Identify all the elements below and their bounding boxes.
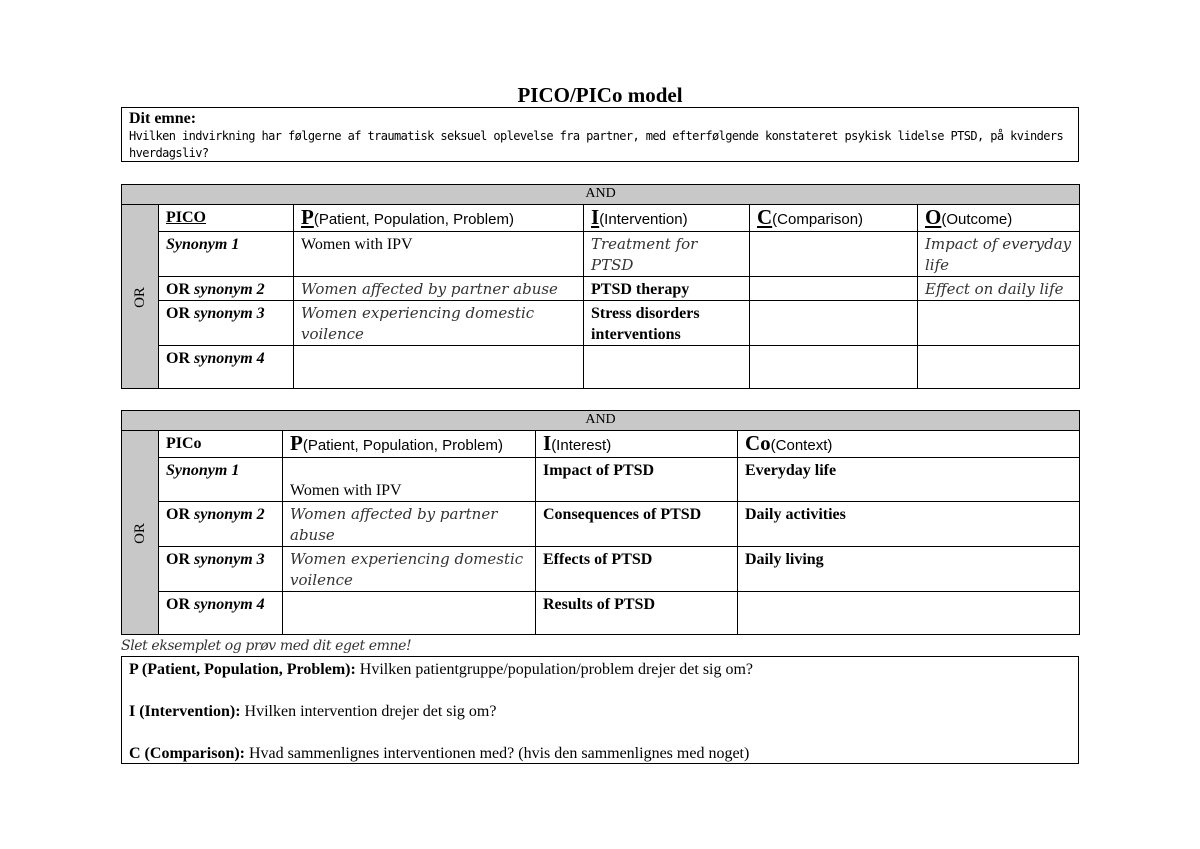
row-label: OR synonym 4 [159, 346, 294, 389]
pico2-header-label: PICo [159, 431, 283, 458]
cell-i: Stress disorders interventions [584, 301, 750, 346]
row-label: OR synonym 2 [159, 277, 294, 301]
table-row [122, 502, 1080, 547]
cell-i: Consequences of PTSD [536, 502, 738, 547]
header-i: I(Interest) [536, 431, 738, 458]
document-page [121, 80, 1079, 764]
cell-co: Daily activities [738, 502, 1080, 547]
row-label: OR synonym 3 [159, 547, 283, 592]
cell-c [750, 277, 918, 301]
cell-i: PTSD therapy [584, 277, 750, 301]
cell-p: Women with IPV [283, 458, 536, 502]
cell-c [750, 301, 918, 346]
cell-co: Everyday life [738, 458, 1080, 502]
cell-i: Impact of PTSD [536, 458, 738, 502]
cell-i: Treatment for PTSD [584, 232, 750, 277]
or-side-label: OR [122, 431, 159, 635]
cell-c [750, 346, 918, 389]
cell-p: Women experiencing domestic voilence [283, 547, 536, 592]
cell-p: Women experiencing domestic voilence [294, 301, 584, 346]
row-label: OR synonym 2 [159, 502, 283, 547]
table-row [122, 346, 1080, 389]
instruction-note: Slet eksemplet og prøv med dit eget emne! [121, 638, 412, 654]
cell-o [918, 346, 1080, 389]
header-p: P(Patient, Population, Problem) [294, 205, 584, 232]
header-c: C(Comparison) [750, 205, 918, 232]
cell-p: Women affected by partner abuse [283, 502, 536, 547]
header-co: Co(Context) [738, 431, 1080, 458]
cell-o [918, 301, 1080, 346]
topic-label: Dit emne: [129, 110, 197, 127]
cell-co [738, 592, 1080, 635]
cell-p: Women affected by partner abuse [294, 277, 584, 301]
table-row [122, 277, 1080, 301]
topic-box [121, 107, 1079, 162]
and-header: AND [122, 185, 1080, 205]
page-title: PICO/PICo model [517, 83, 683, 107]
definition-i: I (Intervention): Hvilken intervention drejer det sig om? [129, 703, 497, 720]
header-i: I(Intervention) [584, 205, 750, 232]
row-label: Synonym 1 [159, 458, 283, 502]
cell-o: Impact of everyday life [918, 232, 1080, 277]
header-p: P(Patient, Population, Problem) [283, 431, 536, 458]
cell-i: Effects of PTSD [536, 547, 738, 592]
cell-p: Women with IPV [294, 232, 584, 277]
table-row [122, 547, 1080, 592]
table-row [122, 458, 1080, 502]
header-o: O(Outcome) [918, 205, 1080, 232]
row-label: OR synonym 4 [159, 592, 283, 635]
cell-i [584, 346, 750, 389]
cell-i: Results of PTSD [536, 592, 738, 635]
pico2-table [121, 410, 1080, 635]
pico-header-label: PICO [159, 205, 294, 232]
topic-text: Hvilken indvirkning har følgerne af traumatisk seksuel oplevelse fra partner, med efterfølgende konstateret psykisk lidelse PTSD, på kvinders hverdagsliv? [129, 129, 1064, 160]
row-label: OR synonym 3 [159, 301, 294, 346]
table-row [122, 301, 1080, 346]
cell-p [294, 346, 584, 389]
pico-table [121, 184, 1080, 389]
or-side-label: OR [122, 205, 159, 389]
cell-o: Effect on daily life [918, 277, 1080, 301]
cell-p [283, 592, 536, 635]
cell-co: Daily living [738, 547, 1080, 592]
definition-p: P (Patient, Population, Problem): Hvilken patientgruppe/population/problem drejer det sig om? [129, 661, 754, 678]
definition-c: C (Comparison): Hvad sammenlignes interventionen med? (hvis den sammenlignes med noget) [129, 745, 750, 762]
table-row [122, 232, 1080, 277]
row-label: Synonym 1 [159, 232, 294, 277]
definitions-box [121, 656, 1079, 764]
table-row [122, 592, 1080, 635]
and-header: AND [122, 411, 1080, 431]
cell-c [750, 232, 918, 277]
